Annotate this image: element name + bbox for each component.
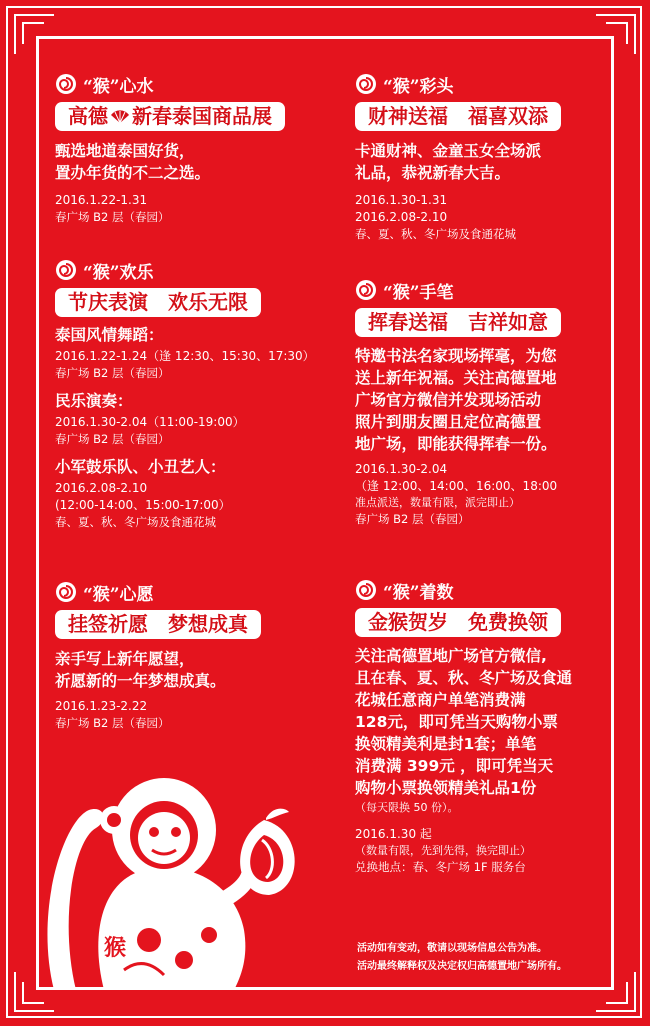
spiral-logo-icon bbox=[55, 259, 77, 281]
papercut-monkey-icon bbox=[34, 760, 334, 990]
event-name: 泰国风情舞蹈： bbox=[55, 326, 164, 344]
event-place: 春、夏、秋、冬广场及食通花城 bbox=[355, 227, 516, 241]
desc-line: 亲手写上新年愿望， bbox=[55, 650, 195, 668]
section-title: “猴”心水 bbox=[83, 76, 154, 97]
event-date: 2016.1.30-2.04 bbox=[355, 462, 448, 476]
section-caitou bbox=[355, 72, 561, 243]
event-time: (12:00-14:00、15:00-17:00） bbox=[55, 498, 231, 512]
banner-text-left: 高德 bbox=[68, 104, 108, 128]
desc-line: 关注高德置地广场官方微信, bbox=[355, 647, 547, 665]
limit-note: （每天限换 50 份）。 bbox=[355, 801, 459, 814]
desc-line: 换领精美利是封1套；单笔 bbox=[355, 735, 537, 753]
section-banner: 节庆表演 欢乐无限 bbox=[55, 288, 261, 317]
desc-line: 且在春、夏、秋、冬广场及食通 bbox=[355, 669, 573, 687]
fan-icon bbox=[110, 110, 130, 124]
section-description bbox=[355, 345, 561, 455]
spiral-logo-icon bbox=[355, 279, 377, 301]
spiral-logo-icon bbox=[55, 581, 77, 603]
section-header bbox=[355, 278, 561, 302]
desc-line: 送上新年祝福。关注高德置地 bbox=[355, 369, 557, 387]
section-banner: 金猴贺岁 免费换领 bbox=[355, 608, 561, 637]
event-date: 2016.2.08-2.10 bbox=[55, 481, 148, 495]
event-item bbox=[55, 391, 315, 448]
section-description bbox=[355, 140, 561, 184]
section-xinshui bbox=[55, 72, 285, 226]
section-huanle bbox=[55, 258, 315, 531]
section-title: “猴”心愿 bbox=[83, 584, 154, 605]
section-zhaoshu bbox=[355, 578, 572, 876]
spiral-logo-icon bbox=[55, 73, 77, 95]
event-date: 2016.1.30 起 bbox=[355, 827, 432, 841]
event-place: 春广场 B2 层（春园） bbox=[55, 366, 170, 380]
section-header bbox=[355, 72, 561, 96]
section-xinyuan bbox=[55, 580, 261, 732]
corner-ornament bbox=[22, 22, 44, 44]
corner-ornament bbox=[606, 982, 628, 1004]
desc-line: 卡通财神、金童玉女全场派 bbox=[355, 142, 542, 160]
section-title: “猴”欢乐 bbox=[83, 262, 154, 283]
section-description bbox=[355, 645, 572, 799]
event-place: 兑换地点：春、冬广场 1F 服务台 bbox=[355, 860, 526, 874]
section-banner: 挥春送福 吉祥如意 bbox=[355, 308, 561, 337]
desc-line: 特邀书法名家现场挥毫，为您 bbox=[355, 347, 557, 365]
desc-line: 礼品，恭祝新春大吉。 bbox=[355, 164, 511, 182]
section-banner: 财神送福 福喜双添 bbox=[355, 102, 561, 131]
section-header bbox=[355, 578, 572, 602]
event-date: 2016.2.08-2.10 bbox=[355, 210, 448, 224]
section-title: “猴”手笔 bbox=[383, 282, 454, 303]
event-place: 春广场 B2 层（春园） bbox=[55, 210, 170, 224]
desc-line: 花城任意商户单笔消费满 bbox=[355, 691, 526, 709]
section-title: “猴”着数 bbox=[383, 582, 454, 603]
banner-text-right: 新春泰国商品展 bbox=[132, 104, 272, 128]
desc-line: 祈愿新的一年梦想成真。 bbox=[55, 672, 226, 690]
section-header bbox=[55, 258, 315, 282]
event-date: 2016.1.23-2.22 bbox=[55, 699, 148, 713]
section-shoubi bbox=[355, 278, 561, 528]
event-item bbox=[55, 325, 315, 382]
desc-line: 地广场，即能获得挥春一份。 bbox=[355, 435, 557, 453]
footer-line: 活动最终解释权及决定权归高德置地广场所有。 bbox=[357, 961, 567, 972]
footer-line: 活动如有变动，敬请以现场信息公告为准。 bbox=[357, 943, 547, 954]
event-note: 准点派送，数量有限，派完即止） bbox=[355, 496, 520, 509]
desc-line: 照片到朋友圈且定位高德置 bbox=[355, 413, 542, 431]
event-name: 小军鼓乐队、小丑艺人： bbox=[55, 458, 226, 476]
section-banner: 挂签祈愿 梦想成真 bbox=[55, 610, 261, 639]
event-date: 2016.1.22-1.24（逢 12:30、15:30、17:30） bbox=[55, 349, 315, 363]
section-description bbox=[55, 648, 261, 692]
section-description bbox=[55, 140, 285, 184]
corner-ornament bbox=[606, 22, 628, 44]
desc-line: 置办年货的不二之选。 bbox=[55, 164, 211, 182]
desc-line: 广场官方微信并发现场活动 bbox=[355, 391, 542, 409]
event-item bbox=[55, 457, 315, 531]
desc-line: 甄选地道泰国好货， bbox=[55, 142, 195, 160]
section-banner bbox=[55, 102, 285, 131]
desc-line: 购物小票换领精美礼品1份 bbox=[355, 779, 537, 797]
svg-text:猴: 猴 bbox=[104, 935, 127, 961]
section-header bbox=[55, 72, 285, 96]
spiral-logo-icon bbox=[355, 579, 377, 601]
event-date: 2016.1.30-1.31 bbox=[355, 193, 448, 207]
event-place: 春广场 B2 层（春园） bbox=[55, 716, 170, 730]
footer-notes bbox=[357, 940, 567, 976]
event-note: （数量有限，先到先得，换完即止） bbox=[355, 844, 531, 857]
event-time: （逢 12:00、14:00、16:00、18:00 bbox=[355, 479, 558, 493]
section-header bbox=[55, 580, 261, 604]
event-name: 民乐演奏： bbox=[55, 392, 133, 410]
event-place: 春、夏、秋、冬广场及食通花城 bbox=[55, 515, 216, 529]
section-title: “猴”彩头 bbox=[383, 76, 454, 97]
event-place: 春广场 B2 层（春园） bbox=[355, 512, 470, 526]
desc-line: 128元，即可凭当天购物小票 bbox=[355, 713, 558, 731]
event-date: 2016.1.22-1.31 bbox=[55, 193, 148, 207]
event-place: 春广场 B2 层（春园） bbox=[55, 432, 170, 446]
spiral-logo-icon bbox=[355, 73, 377, 95]
desc-line: 消费满 399元 ，即可凭当天 bbox=[355, 757, 554, 775]
event-date: 2016.1.30-2.04（11:00-19:00） bbox=[55, 415, 245, 429]
